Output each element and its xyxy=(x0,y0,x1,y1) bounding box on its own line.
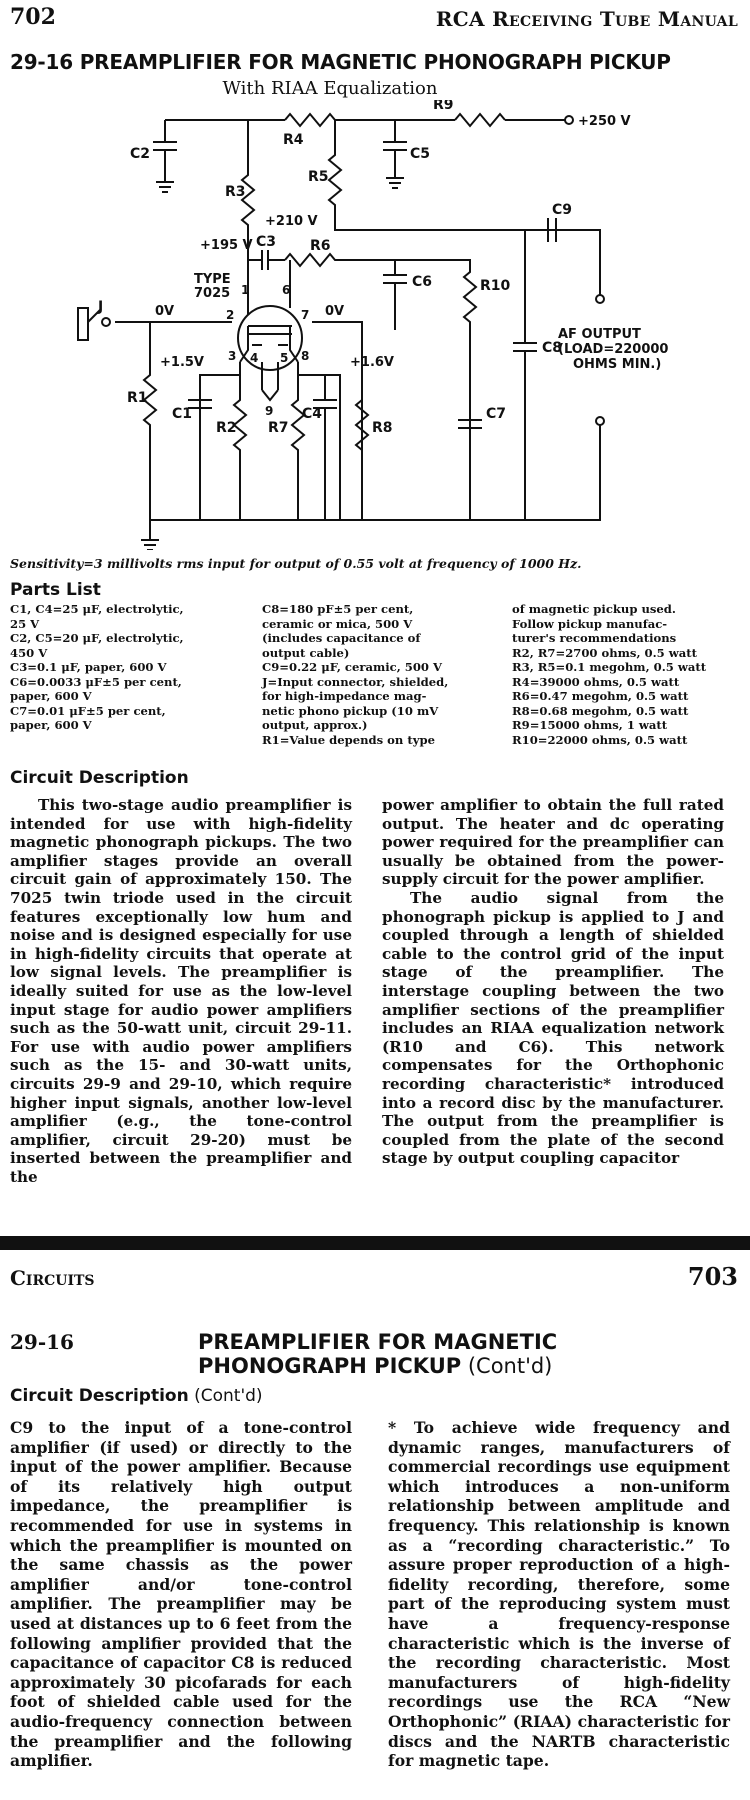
label-r7: R7 xyxy=(268,420,289,436)
title-line-1: PREAMPLIFIER FOR MAGNETIC xyxy=(198,1330,558,1354)
parts-line: (includes capacitance of xyxy=(262,631,421,645)
label-c5: C5 xyxy=(410,146,431,162)
parts-line: output, approx.) xyxy=(262,718,368,732)
parts-list-col1 xyxy=(10,602,184,733)
sensitivity-note: Sensitivity=3 millivolts rms input for output of 0.55 volt at frequency of 1000 Hz. xyxy=(10,556,582,571)
parts-line: netic phono pickup (10 mV xyxy=(262,703,439,718)
section-number: 29-16 xyxy=(10,1330,74,1354)
label-tube-type: TYPE xyxy=(194,272,231,287)
label-r8: R8 xyxy=(372,420,393,436)
page-title xyxy=(198,1330,557,1378)
running-title: RCA Receiving Tube Manual xyxy=(435,7,738,31)
label-plus-195v: +195 V xyxy=(200,238,253,253)
paragraph: C9 to the input of a tone-control amplifier (if used) or directly to the input of the power amplifier. Because of its relatively high output impedance, the preamplifier is recommended for use in systems in which the preamplifier is mounted on the same chassis as the power amplifier and/or tone-control amplifier. The preamplifier may be used at distances up to 6 feet from the following amplifier provided that the capacitance of capacitor C8 is reduced approximately 30 picofarads for each foot of shielded cable used for the audio-frequency connection between the preamplifier and the following amplifier. xyxy=(10,1418,352,1771)
parts-line: R4=39000 ohms, 0.5 watt xyxy=(512,674,680,689)
label-r2: R2 xyxy=(216,420,237,436)
parts-line: 25 V xyxy=(10,616,40,631)
title-line-2 xyxy=(198,1354,557,1378)
parts-line: C9=0.22 μF, ceramic, 500 V xyxy=(262,660,442,674)
description-left-column xyxy=(10,1418,352,1771)
label-r3: R3 xyxy=(225,184,246,200)
footnote-column xyxy=(388,1418,730,1771)
label-r1: R1 xyxy=(127,390,148,406)
description-left-column xyxy=(10,796,352,1186)
label-pin-2: 2 xyxy=(226,308,235,322)
label-af-ohms: OHMS MIN.) xyxy=(573,357,662,372)
label-pin-8: 8 xyxy=(301,349,310,363)
description-right-column xyxy=(382,796,724,1168)
circuit-subtitle: With RIAA Equalization xyxy=(222,78,438,99)
parts-line: output cable) xyxy=(262,645,350,660)
label-pin-4: 4 xyxy=(250,351,259,365)
parts-line: Follow pickup manufac- xyxy=(512,616,668,631)
label-c7: C7 xyxy=(486,406,507,422)
circuit-title: 29-16 PREAMPLIFIER FOR MAGNETIC PHONOGRAPH PICKUP xyxy=(10,50,671,74)
parts-line: C8=180 pF±5 per cent, xyxy=(262,602,414,616)
paragraph: The audio signal from the phonograph pickup is applied to J and coupled through a length of shielded cable to the control grid of the input stage of the preamplifier. The interstage coupling between the two amplifier sections of the preamplifier includes an RIAA equalization network (R10 and C6). This network compensates for the Orthophonic recording characteristic* introduced into a record disc by the manufacturer. The output from the preamplifier is coupled from the plate of the second stage by output coupling capacitor xyxy=(382,888,724,1168)
title-line-2-text: PHONOGRAPH PICKUP xyxy=(198,1354,462,1378)
parts-list-col3 xyxy=(512,602,706,747)
parts-line: paper, 600 V xyxy=(10,689,92,703)
label-0v-right: 0V xyxy=(325,304,345,319)
label-pin-7: 7 xyxy=(301,308,310,322)
label-plus-1-6v: +1.6V xyxy=(350,355,394,370)
parts-line: of magnetic pickup used. xyxy=(512,602,676,616)
label-c6: C6 xyxy=(412,274,433,290)
label-c4: C4 xyxy=(302,406,323,422)
circuit-description-heading: Circuit Description xyxy=(10,768,189,788)
parts-line: 450 V xyxy=(10,645,48,660)
label-pin-3: 3 xyxy=(228,349,237,363)
paragraph: power amplifier to obtain the full rated output. The heater and dc operating power required for the preamplifier can usually be obtained from the power-supply circuit for the power amplifier. xyxy=(382,796,724,889)
page-divider xyxy=(0,1236,750,1250)
parts-line: R10=22000 ohms, 0.5 watt xyxy=(512,732,688,747)
label-pin-1: 1 xyxy=(241,283,250,297)
label-tube-number: 7025 xyxy=(194,286,231,301)
parts-line: R1=Value depends on type xyxy=(262,732,435,747)
parts-line: ceramic or mica, 500 V xyxy=(262,616,413,631)
label-jack: J xyxy=(98,299,104,315)
parts-line: R8=0.68 megohm, 0.5 watt xyxy=(512,703,689,718)
label-c2: C2 xyxy=(130,146,151,162)
label-af-output: AF OUTPUT xyxy=(558,327,641,342)
page-number: 703 xyxy=(687,1262,738,1291)
parts-line: paper, 600 V xyxy=(10,718,92,732)
page-header xyxy=(10,4,738,30)
label-c9: C9 xyxy=(552,202,573,218)
paragraph: This two-stage audio preamplifier is intended for use with high-fidelity magnetic phonograph pickups. The two amplifier stages provide an overall circuit gain of approximately 150. The 7025 twin triode used in the circuit features exceptionally low hum and noise and is designed especially for use in high-fidelity circuits that operate at low signal levels. The preamplifier is ideally suited for use as the low-level input stage for audio power amplifiers such as the 50-watt unit, circuit 29-11. For use with audio power amplifiers such as the 15- and 30-watt units, circuits 29-9 and 29-10, which require higher input signals, another low-level amplifier (e.g., the tone-control amplifier, circuit 29-20) must be inserted between the preamplifier and the xyxy=(10,796,352,1186)
label-r9: R9 xyxy=(433,100,454,113)
title-suffix: (Cont'd) xyxy=(461,1354,553,1378)
parts-line: C6=0.0033 μF±5 per cent, xyxy=(10,674,182,689)
label-plus-250v: +250 V xyxy=(578,114,631,129)
label-c8: C8 xyxy=(542,340,563,356)
label-c1: C1 xyxy=(172,406,193,422)
label-plus-1-5v: +1.5V xyxy=(160,355,204,370)
page-703 xyxy=(0,1250,750,1800)
label-r6: R6 xyxy=(310,238,331,254)
parts-line: J=Input connector, shielded, xyxy=(262,674,449,689)
parts-list-col2 xyxy=(262,602,448,747)
parts-line: turer's recommendations xyxy=(512,631,677,645)
parts-line: C7=0.01 μF±5 per cent, xyxy=(10,703,166,718)
label-af-load: (LOAD=220000 xyxy=(558,342,669,357)
label-c3: C3 xyxy=(256,234,277,250)
running-title: Circuits xyxy=(10,1266,95,1290)
circuit-description-heading xyxy=(10,1386,263,1406)
parts-line: R3, R5=0.1 megohm, 0.5 watt xyxy=(512,660,707,674)
parts-line: R6=0.47 megohm, 0.5 watt xyxy=(512,689,689,703)
heading-text: Circuit Description xyxy=(10,1386,189,1406)
parts-line: C3=0.1 μF, paper, 600 V xyxy=(10,660,167,674)
heading-suffix: (Cont'd) xyxy=(188,1386,263,1406)
page-header xyxy=(10,1262,738,1290)
label-r4: R4 xyxy=(283,132,304,148)
label-plus-210v: +210 V xyxy=(265,214,318,229)
parts-line: C1, C4=25 μF, electrolytic, xyxy=(10,602,184,616)
parts-line: R2, R7=2700 ohms, 0.5 watt xyxy=(512,645,697,660)
footnote: * To achieve wide frequency and dynamic ranges, manufacturers of commercial recordings use equipment which introduces a non-uniform relationship between amplitude and frequency. This relationship is known as a “recording characteristic.” To assure proper reproduction of a high-fidelity recording, therefore, some part of the reproducing system must have a frequency-response characteristic which is the inverse of the recording characteristic. Most manufacturers of high-fidelity recordings use the RCA “New Orthophonic” (RIAA) characteristic for discs and the NARTB characteristic for magnetic tape. xyxy=(388,1418,730,1771)
label-r5: R5 xyxy=(308,169,329,185)
parts-line: R9=15000 ohms, 1 watt xyxy=(512,718,668,732)
label-pin-5: 5 xyxy=(280,351,289,365)
label-pin-6: 6 xyxy=(282,283,291,297)
label-pin-9: 9 xyxy=(265,404,274,418)
parts-line: C2, C5=20 μF, electrolytic, xyxy=(10,631,184,645)
schematic-diagram xyxy=(0,100,750,550)
label-r10: R10 xyxy=(480,278,511,294)
parts-list-heading: Parts List xyxy=(10,580,101,600)
label-0v-left: 0V xyxy=(155,304,175,319)
page-number: 702 xyxy=(10,4,56,30)
parts-line: for high-impedance mag- xyxy=(262,689,427,703)
